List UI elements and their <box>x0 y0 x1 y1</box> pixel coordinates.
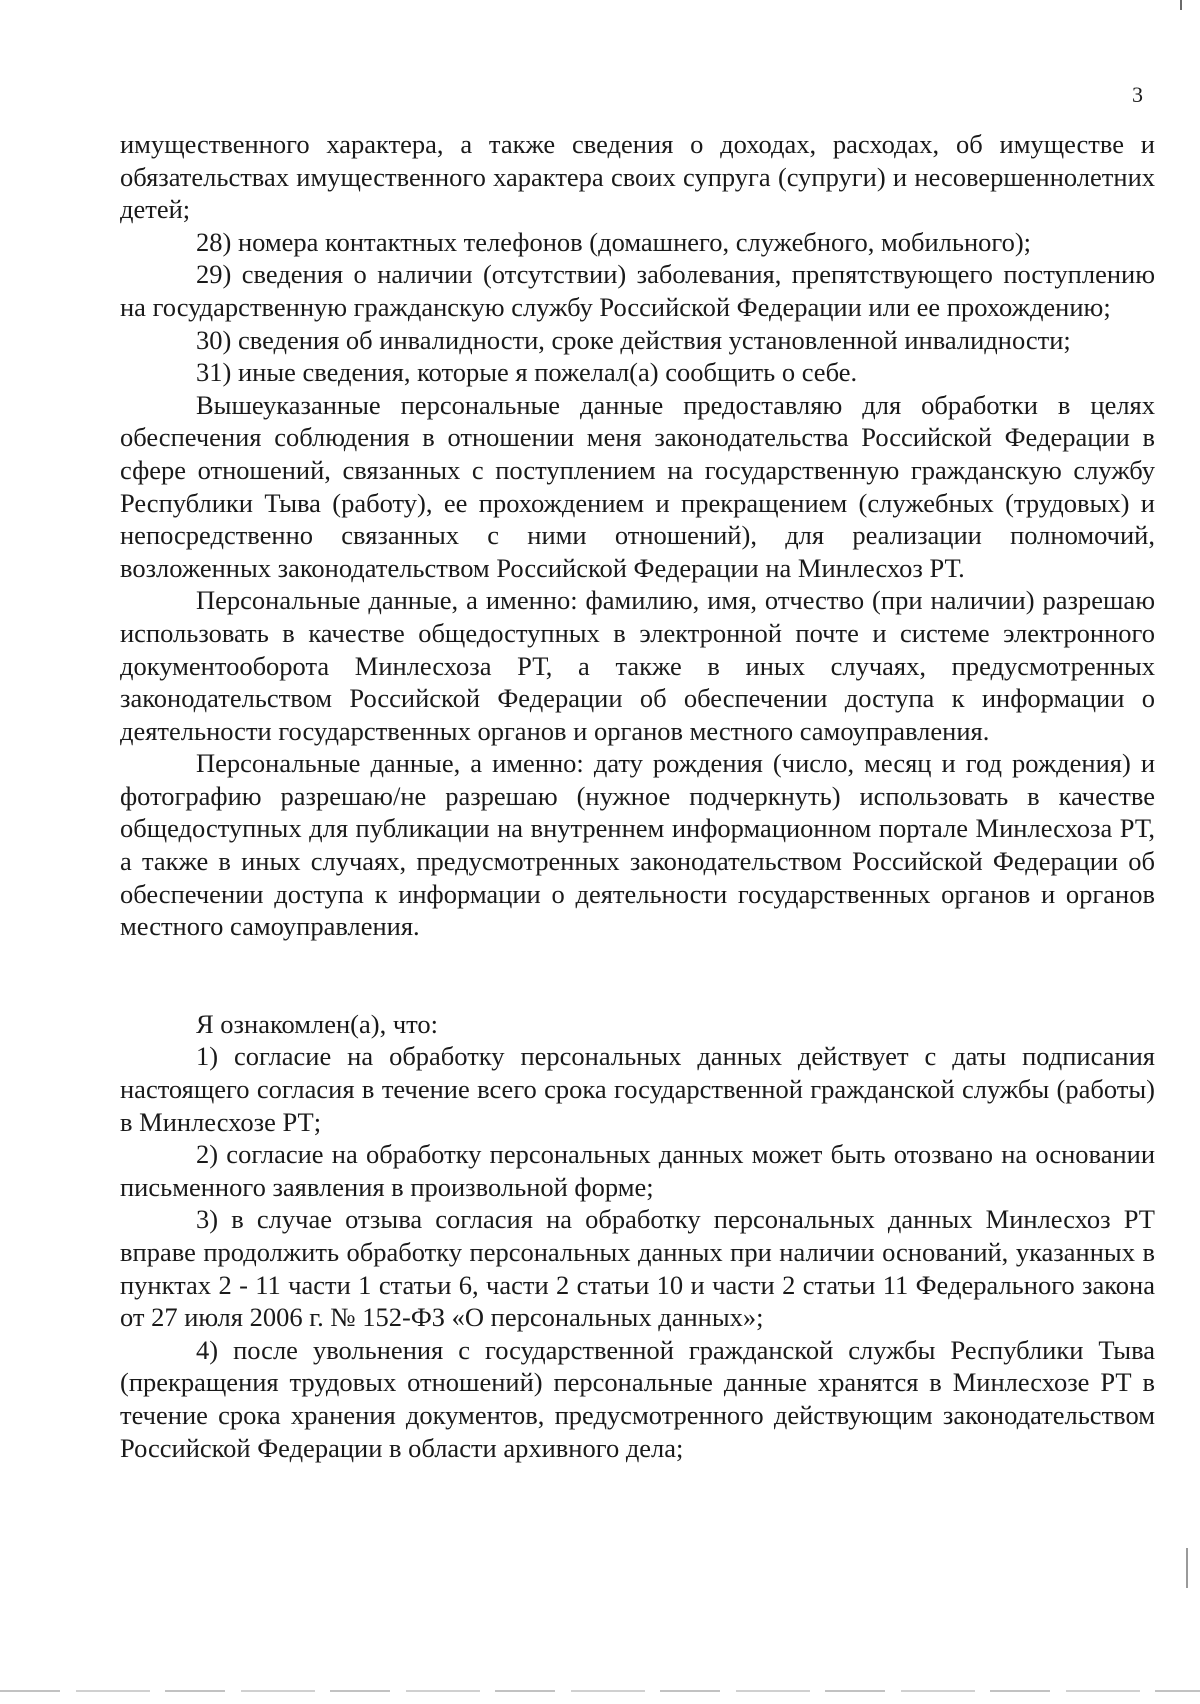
list-item-29: 29) сведения о наличии (отсутствии) заболевания, препятствующего поступлению на государственную гражданскую службу Российской Федерации или ее прохождению; <box>120 259 1155 322</box>
scan-artifact <box>1186 1548 1188 1588</box>
section-spacer <box>120 943 1155 1008</box>
list-item-30: 30) сведения об инвалидности, сроке действия установленной инвалидности; <box>196 324 1071 355</box>
document-body <box>120 128 1155 1464</box>
acknowledgement-item: 4) после увольнения с государственной гражданской службы Республики Тыва (прекращения трудовых отношений) персональные данные хранятся в Минлесхозе РТ в течение срока хранения документов, предусмотренного действующим законодательством Российской Федерации в области архивного дела; <box>120 1334 1155 1463</box>
acknowledgement-item: 1) согласие на обработку персональных данных действует с даты подписания настоящего согласия в течение всего срока государственной гражданской службы (работы) в Минлесхозе РТ; <box>120 1041 1155 1137</box>
paragraph-continuation: имущественного характера, а также сведения о доходах, расходах, об имуществе и обязательствах имущественного характера своих супруга (супруги) и несовершеннолетних детей; <box>120 129 1155 225</box>
acknowledgement-item: 2) согласие на обработку персональных данных может быть отозвано на основании письменного заявления в произвольной форме; <box>120 1139 1155 1202</box>
list-item-28: 28) номера контактных телефонов (домашнего, служебного, мобильного); <box>196 226 1032 257</box>
purpose-paragraph: Вышеуказанные персональные данные предоставляю для обработки в целях обеспечения соблюдения в отношении меня законодательства Российской Федерации в сфере отношений, связанных с поступлением на государственную гражданскую службу Республики Тыва (работу), ее прохождением и прекращением (служебных (трудовых) и непосредственно связанных с ними отношений), для реализации полномочий, возложенных законодательством Российской Федерации на Минлесхоз РТ. <box>120 389 1155 583</box>
page-number: 3 <box>1132 82 1143 107</box>
scan-artifact <box>0 1690 1200 1692</box>
acknowledgement-intro: Я ознакомлен(а), что: <box>196 1008 439 1039</box>
list-item-31: 31) иные сведения, которые я пожелал(а) сообщить о себе. <box>196 357 858 388</box>
birthdate-photo-paragraph: Персональные данные, а именно: дату рождения (число, месяц и год рождения) и фотографию разрешаю/не разрешаю (нужное подчеркнуть) использовать в качестве общедоступных для публикации на внутреннем информационном портале Минлесхоза РТ, а также в иных случаях, предусмотренных законодательством Российской Федерации об обеспечении доступа к информации о деятельности государственных органов и органов местного самоуправления. <box>120 748 1155 942</box>
public-data-paragraph: Персональные данные, а именно: фамилию, имя, отчество (при наличии) разрешаю использовать в качестве общедоступных в электронной почте и системе электронного документооборота Минлесхоза РТ, а также в иных случаях, предусмотренных законодательством Российской Федерации об обеспечении доступа к информации о деятельности государственных органов и органов местного самоуправления. <box>120 585 1155 746</box>
acknowledgement-item: 3) в случае отзыва согласия на обработку персональных данных Минлесхоз РТ вправе продолжить обработку персональных данных при наличии оснований, указанных в пунктах 2 - 11 части 1 статьи 6, части 2 статьи 10 и части 2 статьи 11 Федерального закона от 27 июля 2006 г. № 152-ФЗ «О персональных данных»; <box>120 1204 1155 1333</box>
scan-artifact <box>1180 0 1182 10</box>
